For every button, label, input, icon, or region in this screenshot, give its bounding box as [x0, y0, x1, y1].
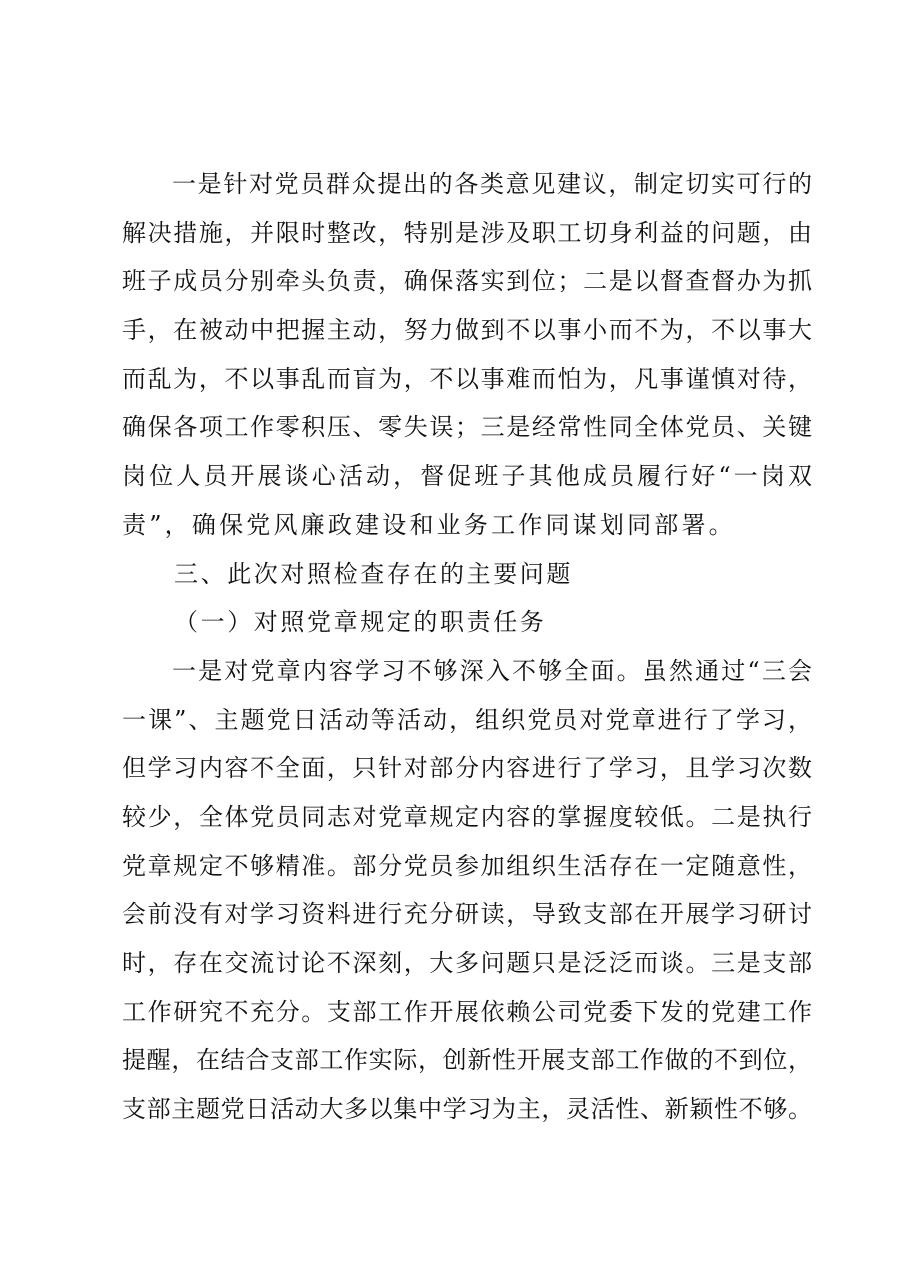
paragraph-line: 责”，确保党风廉政建设和业务工作同谋划同部署。 — [122, 510, 736, 539]
paragraph-line: 支部主题党日活动大多以集中学习为主，灵活性、新颖性不够。 — [122, 1095, 812, 1124]
paragraph-line: 而乱为，不以事乱而盲为，不以事难而怕为，凡事谨慎对待， — [122, 364, 812, 393]
paragraph-line: 党章规定不够精准。部分党员参加组织生活存在一定随意性， — [122, 851, 812, 880]
subsection-heading: （一）对照党章规定的职责任务 — [174, 608, 547, 637]
paragraph-line: 班子成员分别牵头负责，确保落实到位；二是以督查督办为抓 — [122, 267, 812, 296]
paragraph-line: 提醒，在结合支部工作实际，创新性开展支部工作做的不到位， — [122, 1046, 812, 1075]
paragraph-line: 一课”、主题党日活动等活动，组织党员对党章进行了学习， — [122, 705, 812, 734]
paragraph-line: 较少，全体党员同志对党章规定内容的掌握度较低。二是执行 — [122, 802, 812, 831]
paragraph-line: 会前没有对学习资料进行充分研读，导致支部在开展学习研讨 — [122, 900, 812, 929]
paragraph-line: 岗位人员开展谈心活动，督促班子其他成员履行好“一岗双 — [122, 462, 812, 491]
document-body — [122, 160, 812, 1134]
paragraph-line: 但学习内容不全面，只针对部分内容进行了学习，且学习次数 — [122, 754, 812, 783]
section-heading: 三、此次对照检查存在的主要问题 — [174, 559, 573, 588]
paragraph-line: 手，在被动中把握主动，努力做到不以事小而不为，不以事大 — [122, 316, 812, 345]
paragraph-line: 时，存在交流讨论不深刻，大多问题只是泛泛而谈。三是支部 — [122, 949, 812, 977]
paragraph-line: 确保各项工作零积压、零失误；三是经常性同全体党员、关键 — [122, 413, 812, 442]
paragraph-line: 解决措施，并限时整改，特别是涉及职工切身利益的问题，由 — [122, 218, 812, 247]
paragraph-line: 一是对党章内容学习不够深入不够全面。虽然通过“三会 — [172, 656, 812, 685]
paragraph-line: 工作研究不充分。支部工作开展依赖公司党委下发的党建工作 — [122, 997, 812, 1026]
paragraph-line: 一是针对党员群众提出的各类意见建议，制定切实可行的 — [172, 170, 812, 198]
